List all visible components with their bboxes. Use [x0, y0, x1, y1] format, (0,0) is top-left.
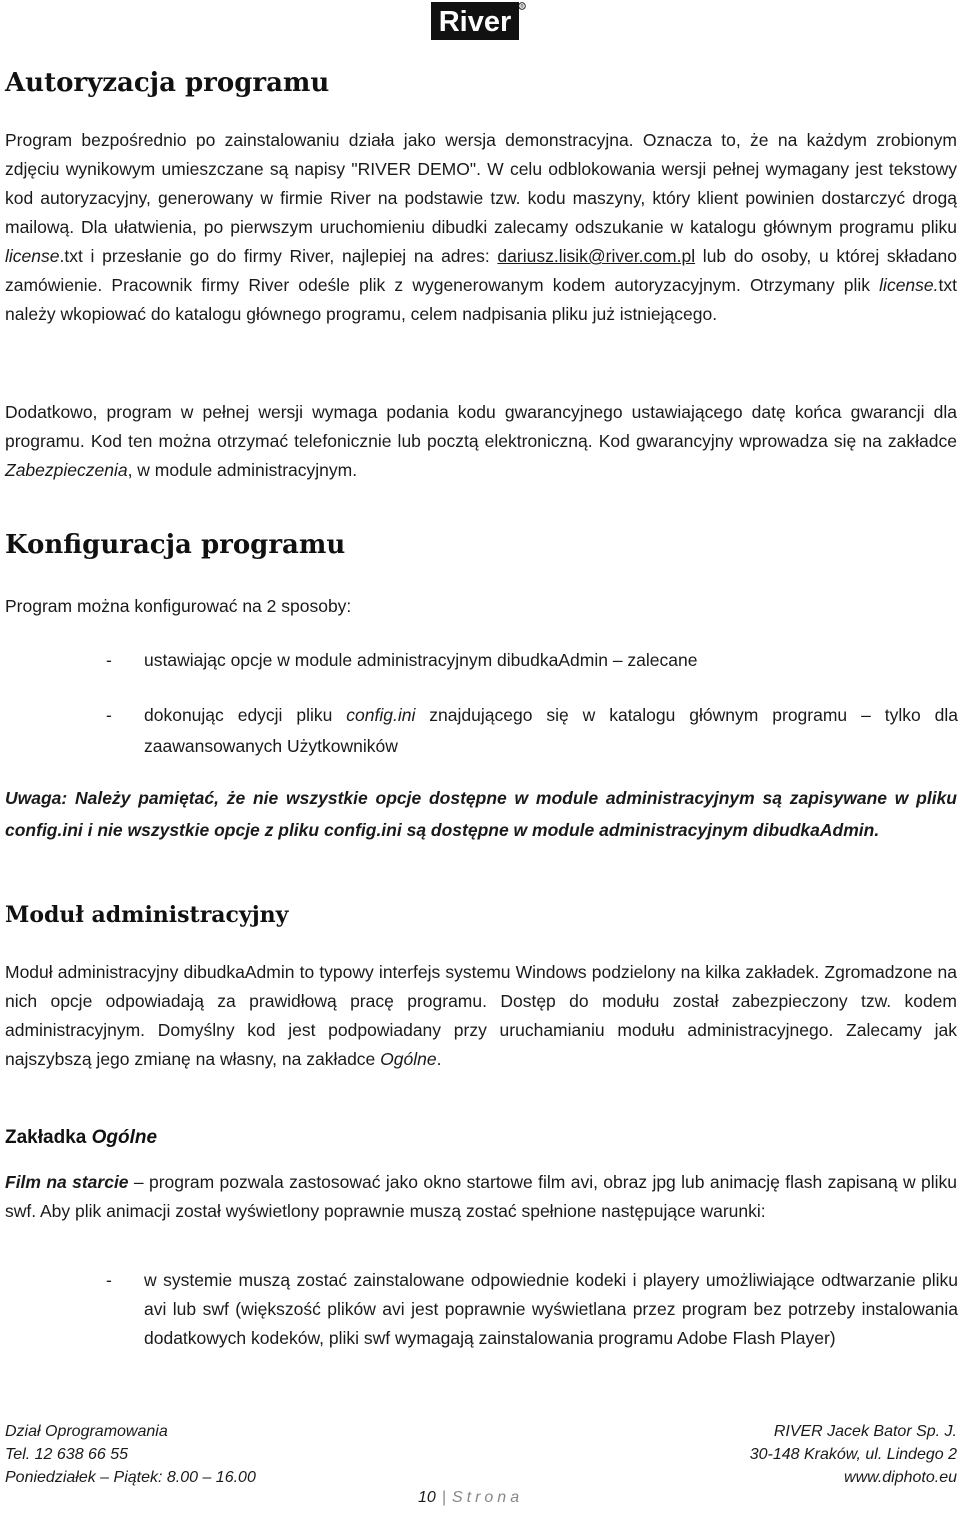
- filename-license: license: [5, 246, 60, 266]
- autoryzacja-paragraph-1: [5, 126, 957, 329]
- list-item: [106, 646, 958, 675]
- warning-note: Uwaga: Należy pamiętać, że nie wszystkie opcje dostępne w module administracyjnym są zapisywane w pliku config.ini i nie wszystkie opcje z pliku config.ini są dostępne w module administracyjnym dibudkaAdmin.: [5, 788, 957, 840]
- subsection-title-ogolne: [5, 1127, 157, 1149]
- filename-license-2: license.: [879, 275, 939, 295]
- text-run: Zakładka: [5, 1127, 92, 1148]
- logo-registered: ®: [520, 4, 524, 10]
- section-title-konfiguracja: Konfiguracja programu: [5, 530, 346, 560]
- footer-left-line: Tel. 12 638 66 55: [5, 1446, 129, 1463]
- text-run: Program bezpośrednio po zainstalowaniu działa jako wersja demonstracyjna. Oznacza to, że na każdym zrobionym zdjęciu wynikowym umieszczane są napisy "RIVER DEMO". W celu odblokowania wersji pełnej wymagany jest tekstowy kod autoryzacyjny, generowany w firmie River na podstawie tzw. kodu maszyny, który klient powinien dostarczyć drogą mailową. Dla ułatwienia, po pierwszym uruchomieniu dibudki zalecamy odszukanie w katalogu głównym programu pliku: [5, 130, 957, 237]
- logo-text: River: [438, 6, 512, 38]
- bullet-text: w systemie muszą zostać zainstalowane odpowiednie kodeki i playery umożliwiające odtwarzanie pliku avi lub swf (większość plików avi jest poprawnie wyświetlana przez program bez potrzeby instalowania dodatkowych kodeków, pliki swf wymagają zainstalowania programu Adobe Flash Player): [144, 1270, 958, 1348]
- bullet-dash: -: [106, 705, 112, 725]
- modul-paragraph: [5, 958, 957, 1074]
- list-item: [106, 1266, 958, 1353]
- river-logo: [431, 2, 526, 40]
- list-item: [106, 700, 958, 762]
- text-run: .: [436, 1049, 442, 1069]
- footer-right-line: 30-148 Kraków, ul. Lindego 2: [749, 1446, 957, 1463]
- page-number-separator: |: [441, 1489, 446, 1506]
- option-name-film: Film na starcie: [5, 1172, 129, 1192]
- footer-right-line: RIVER Jacek Bator Sp. J.: [773, 1423, 957, 1440]
- footer-left-line: Dział Oprogramowania: [5, 1423, 168, 1440]
- footer-left-line: Poniedziałek – Piątek: 8.00 – 16.00: [5, 1469, 256, 1486]
- section-title-autoryzacja: Autoryzacja programu: [5, 68, 330, 98]
- page-number-value: 10: [418, 1489, 436, 1506]
- konfiguracja-intro: Program można konfigurować na 2 sposoby:: [5, 596, 352, 616]
- ogolne-paragraph: [5, 1168, 957, 1226]
- text-run: txt należy wkopiować do katalogu głównego programu, celem nadpisania pliku już istniejącego.: [5, 275, 957, 324]
- page-word: Strona: [451, 1489, 524, 1506]
- bullet-dash: -: [106, 1270, 112, 1290]
- text-run: lub do osoby, u której składano zamówienie. Pracownik firmy River odeśle plik z wygenerowanym kodem autoryzacyjnym. Otrzymany plik: [5, 246, 957, 295]
- filename-config: config.ini: [346, 705, 416, 725]
- tab-name-zabezpieczenia: Zabezpieczenia: [5, 460, 128, 480]
- text-run: , w module administracyjnym.: [127, 460, 358, 480]
- text-run: – program pozwala zastosować jako okno startowe film avi, obraz jpg lub animację flash zapisaną w pliku swf. Aby plik animacji został wyświetlony poprawnie muszą zostać spełnione następujące warunki:: [5, 1172, 957, 1221]
- text-run: znajdującego się w katalogu głównym programu – tylko dla zaawansowanych Użytkowników: [144, 705, 958, 756]
- text-run: dokonując edycji pliku: [144, 705, 347, 725]
- tab-name-ogolne: Ogólne: [380, 1049, 437, 1069]
- river-logo-icon: [431, 2, 526, 40]
- footer-website: www.diphoto.eu: [844, 1469, 957, 1486]
- text-run: Dodatkowo, program w pełnej wersji wymaga podania kodu gwarancyjnego ustawiającego datę końca gwarancji dla programu. Kod ten można otrzymać telefonicznie lub pocztą elektroniczną. Kod gwarancyjny wprowadza się na zakładce: [5, 402, 957, 451]
- bullet-text: [144, 700, 958, 762]
- autoryzacja-paragraph-2: [5, 398, 957, 485]
- email-link[interactable]: dariusz.lisik@river.com.pl: [497, 246, 696, 266]
- page-number: [418, 1489, 523, 1507]
- bullet-text: ustawiając opcje w module administracyjnym dibudkaAdmin – zalecane: [144, 650, 698, 670]
- bullet-dash: -: [106, 650, 112, 670]
- text-run: .txt i przesłanie go do firmy River, najlepiej na adres:: [59, 246, 498, 266]
- text-run: Moduł administracyjny dibudkaAdmin to typowy interfejs systemu Windows podzielony na kilka zakładek. Zgromadzone na nich opcje odpowiadają za prawidłową pracę programu. Dostęp do modułu został zabezpieczony tzw. kodem administracyjnym. Domyślny kod jest podpowiadany przy uruchamianiu modułu administracyjnego. Zalecamy jak najszybszą jego zmianę na własny, na zakładce: [5, 962, 957, 1069]
- section-title-modul: Moduł administracyjny: [5, 902, 289, 928]
- text-run: Ogólne: [91, 1127, 158, 1148]
